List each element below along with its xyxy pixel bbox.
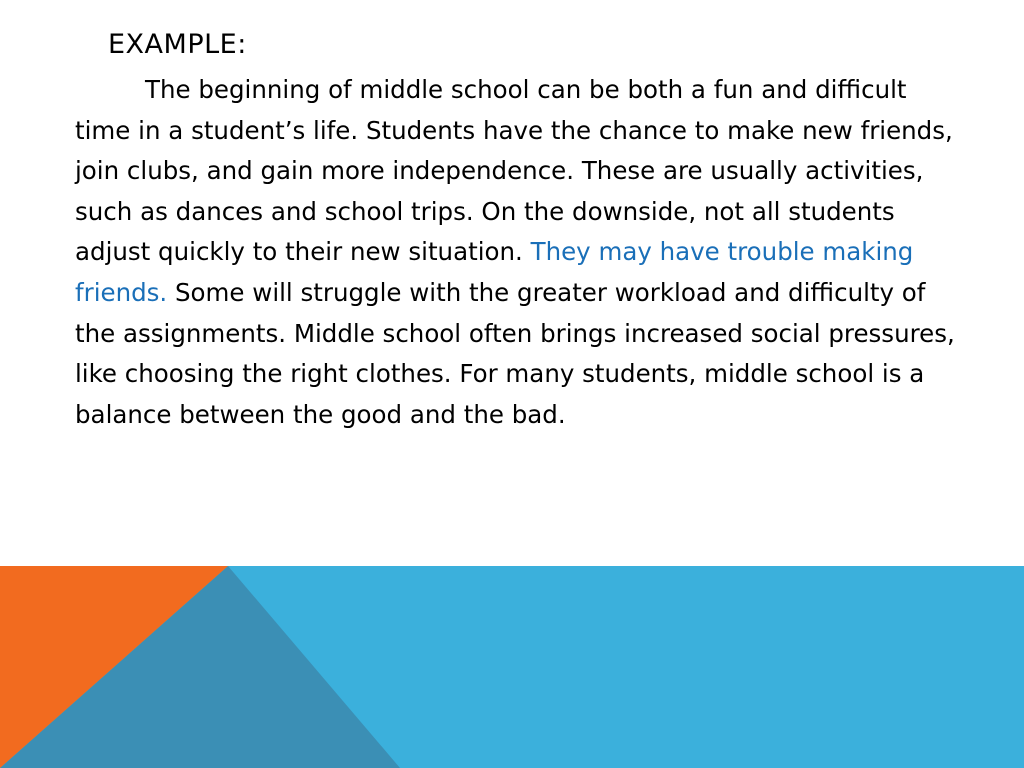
highlighted-sentence: They may have trouble making friends. (75, 237, 914, 307)
slide-title: EXAMPLE: (108, 29, 247, 60)
footer-decoration (0, 566, 1024, 768)
example-paragraph (75, 70, 955, 435)
paragraph-text-part-1: The beginning of middle school can be both a fun and difficult time in a student’s life. Students have the chance to make new friends, join clubs, and gain more independence. These are usually activities, such as dances and school trips. On the downside, not all students adjust quickly to their new situation. (75, 75, 953, 267)
paragraph-text-part-2: Some will struggle with the greater workload and difficulty of the assignments. Middle school often brings increased social pressures, like choosing the right clothes. For many students, middle school is a balance between the good and the bad. (75, 277, 955, 429)
